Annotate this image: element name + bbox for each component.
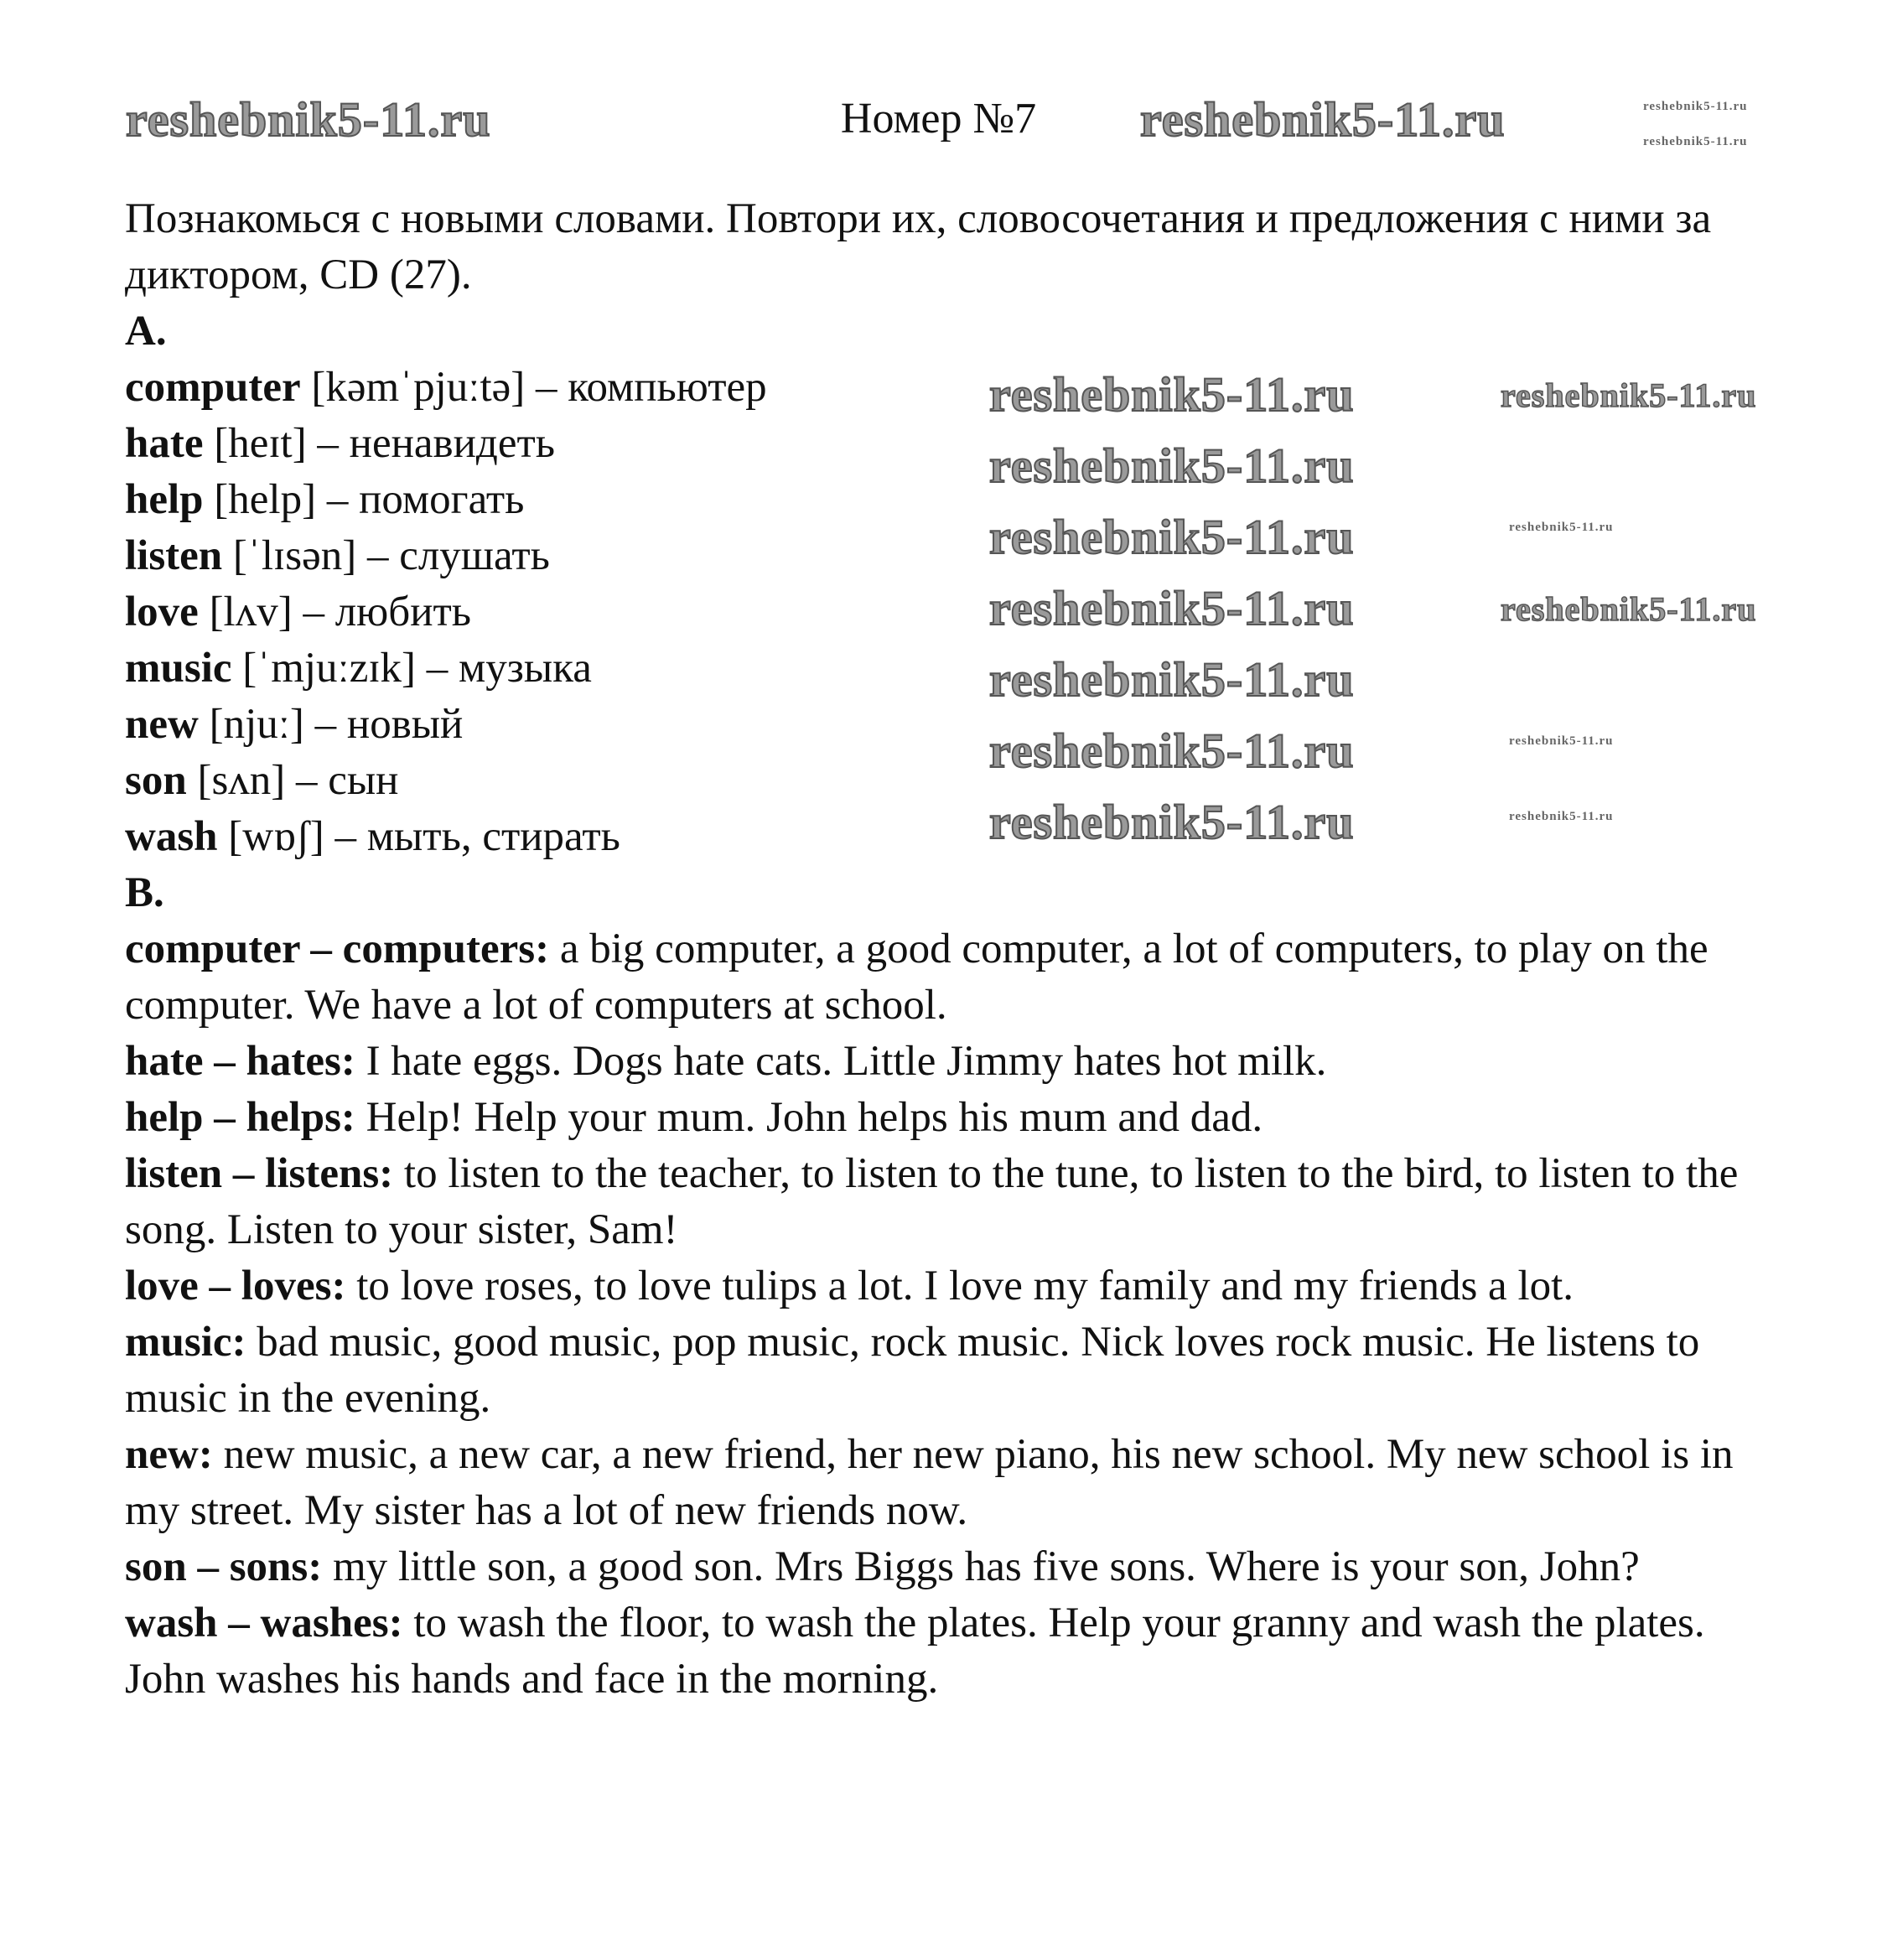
exercise-body xyxy=(125,191,1768,1708)
vocab-item: son [sʌn] – сын xyxy=(125,757,399,804)
watermark: reshebnik5-11.ru xyxy=(989,652,1355,707)
example-item: new: new music, a new car, a new friend, her new piano, his new school. My new school is in my street. My sister has a lot of new friends now. xyxy=(125,1431,1734,1534)
example-item: hate – hates: I hate eggs. Dogs hate cats. Little Jimmy hates hot milk. xyxy=(125,1038,1327,1085)
instructions: Познакомься с новыми словами. Повтори их, словосочетания и предложения с ними за диктором, CD (27). xyxy=(125,195,1712,298)
page-title: Номер №7 xyxy=(840,95,1037,143)
vocab-item: listen [ˈlɪsən] – слушать xyxy=(125,532,550,579)
watermark: reshebnik5-11.ru xyxy=(1509,810,1614,823)
watermark: reshebnik5-11.ru xyxy=(1509,521,1614,534)
vocab-item: computer [kəmˈpjuːtə] – компьютер xyxy=(125,364,767,411)
example-item: help – helps: Help! Help your mum. John helps his mum and dad. xyxy=(125,1094,1263,1141)
vocab-item: new [njuː] – новый xyxy=(125,701,464,748)
watermark: reshebnik5-11.ru xyxy=(989,581,1355,635)
watermark: reshebnik5-11.ru xyxy=(989,723,1355,778)
watermark: reshebnik5-11.ru xyxy=(1140,92,1506,147)
example-item: son – sons: my little son, a good son. Mrs Biggs has five sons. Where is your son, John? xyxy=(125,1543,1640,1590)
vocab-item: love [lʌv] – любить xyxy=(125,589,472,635)
watermark: reshebnik5-11.ru xyxy=(1509,734,1614,748)
examples-list xyxy=(125,921,1768,1708)
vocab-item: music [ˈmjuːzɪk] – музыка xyxy=(125,645,592,692)
watermark: reshebnik5-11.ru xyxy=(1501,376,1757,414)
section-a-label: A. xyxy=(125,308,167,355)
watermark: reshebnik5-11.ru xyxy=(989,367,1355,422)
vocab-item: hate [heɪt] – ненавидеть xyxy=(125,420,556,467)
watermark: reshebnik5-11.ru xyxy=(989,795,1355,849)
watermark: reshebnik5-11.ru xyxy=(126,92,491,147)
example-item: music: bad music, good music, pop music, rock music. Nick loves rock music. He listens to music in the evening. xyxy=(125,1319,1700,1422)
watermark: reshebnik5-11.ru xyxy=(989,510,1355,564)
vocab-item: wash [wɒʃ] – мыть, стирать xyxy=(125,813,620,860)
example-item: computer – computers: a big computer, a good computer, a lot of computers, to play on the computer. We have a lot of computers at school. xyxy=(125,926,1708,1029)
example-item: wash – washes: to wash the floor, to wash the plates. Help your granny and wash the plates. John washes his hands and face in the morning. xyxy=(125,1600,1705,1703)
watermark: reshebnik5-11.ru xyxy=(1501,590,1757,628)
watermark: reshebnik5-11.ru xyxy=(1643,135,1748,148)
watermark: reshebnik5-11.ru xyxy=(989,438,1355,493)
example-item: love – loves: to love roses, to love tulips a lot. I love my family and my friends a lot. xyxy=(125,1263,1574,1309)
example-item: listen – listens: to listen to the teacher, to listen to the tune, to listen to the bird, to listen to the song. Listen to your sister, Sam! xyxy=(125,1150,1739,1253)
section-b-label: B. xyxy=(125,869,164,916)
watermark: reshebnik5-11.ru xyxy=(1643,100,1748,113)
vocab-item: help [help] – помогать xyxy=(125,476,525,523)
